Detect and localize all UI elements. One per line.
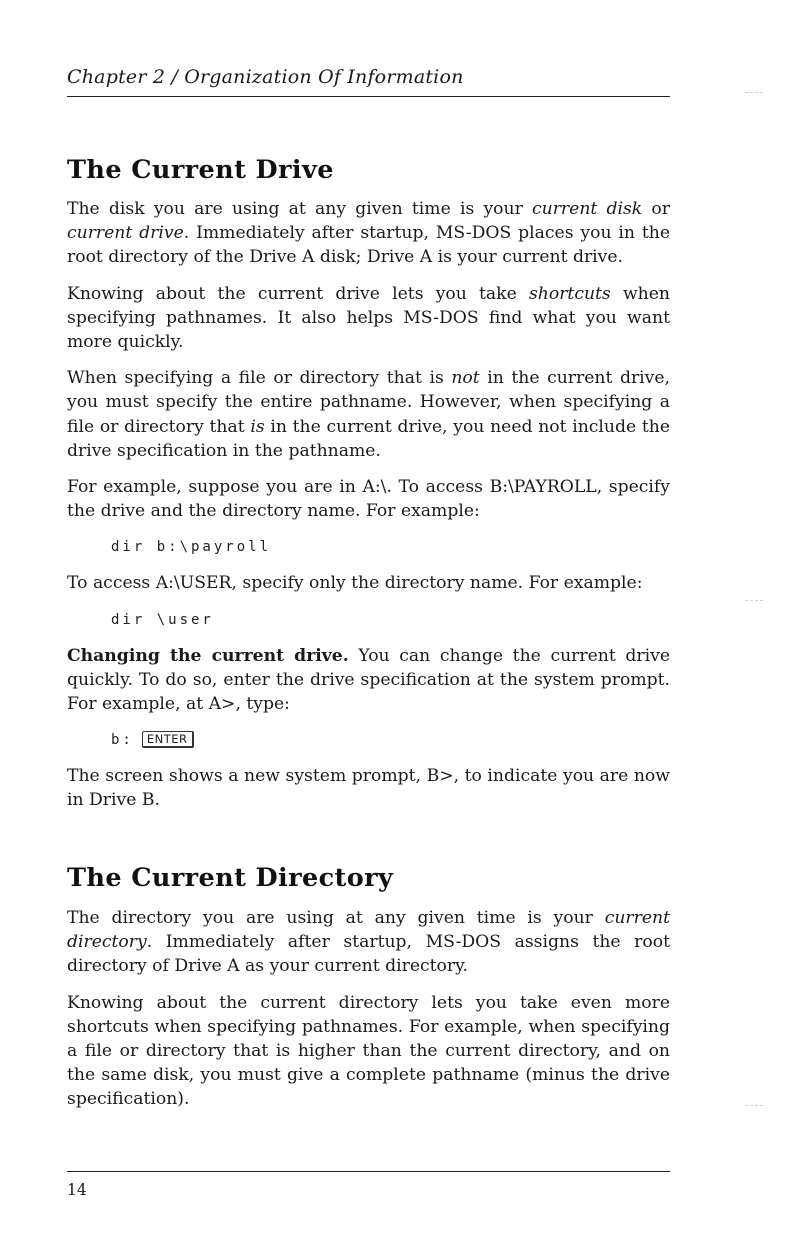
scan-mark xyxy=(745,92,763,93)
section-title-current-drive: The Current Drive xyxy=(67,155,334,185)
current-drive-body xyxy=(67,197,670,825)
header-rule xyxy=(67,96,670,97)
running-head: Chapter 2 / Organization Of Information xyxy=(67,66,464,88)
paragraph: When specifying a file or directory that is not in the current drive, you must specify the entire pathname. However, when specifying a file or directory that is in the current drive, you need not include the drive specification in the pathname. xyxy=(67,368,671,461)
footer-rule xyxy=(67,1171,670,1172)
paragraph: The disk you are using at any given time is your current disk or current drive. Immediately after startup, MS-DOS places you in the root directory of the Drive A disk; Drive A is your current drive. xyxy=(67,199,670,268)
code-example: dir b:\payroll xyxy=(111,539,272,556)
paragraph: Knowing about the current drive lets you take shortcuts when specifying pathnames. It also helps MS-DOS find what you want more quickly. xyxy=(67,283,670,353)
section-title-current-directory: The Current Directory xyxy=(67,863,394,893)
code-example: b: ENTER xyxy=(111,728,670,752)
scan-mark xyxy=(745,1105,763,1106)
paragraph: Knowing about the current directory lets you take even more shortcuts when specifying pathnames. For example, when specifying a file or directory that is higher than the current directory, and on the same disk, you must give a complete pathname (minus the drive specification). xyxy=(67,992,670,1110)
paragraph: For example, suppose you are in A:\. To access B:\PAYROLL, specify the drive and the directory name. For example: xyxy=(67,477,670,522)
paragraph: To access A:\USER, specify only the directory name. For example: xyxy=(67,573,643,594)
paragraph: Changing the current drive. You can change the current drive quickly. To do so, enter the drive specification at the system prompt. For example, at A>, type: xyxy=(67,645,670,715)
enter-key-icon: ENTER xyxy=(142,731,194,748)
page-number: 14 xyxy=(67,1181,87,1199)
run-in-heading: Changing the current drive. xyxy=(67,645,349,666)
scan-mark xyxy=(745,600,763,601)
paragraph: The screen shows a new system prompt, B>, to indicate you are now in Drive B. xyxy=(67,766,670,811)
paragraph: The directory you are using at any given time is your current directory. Immediately after startup, MS-DOS assigns the root directory of Drive A as your current directory. xyxy=(67,908,670,977)
current-directory-body xyxy=(67,906,670,1124)
code-example: dir \user xyxy=(111,611,214,628)
